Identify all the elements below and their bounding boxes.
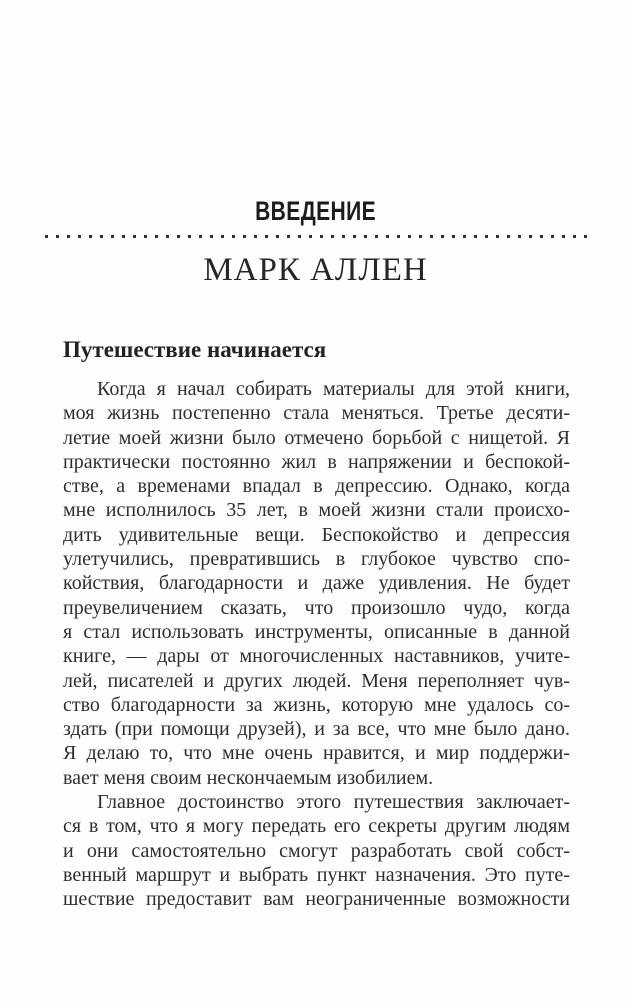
text-line (63, 766, 570, 790)
chapter-kicker-row (0, 196, 631, 227)
text-line (63, 887, 570, 911)
text-line (63, 426, 570, 450)
text-line (63, 620, 570, 644)
text-line-content: лей, писателей и других людей. Меня переполняет чув- (63, 669, 570, 692)
text-line-content: Я делаю то, что мне очень нравится, и мир поддержи- (63, 742, 570, 765)
text-line-content: и они самостоятельно смогут разработать свой собст- (63, 839, 570, 862)
text-line-content: улетучились, превратившись в глубокое чувство спо- (63, 548, 571, 571)
text-line-content: Когда я начал собирать материалы для этой книги, (97, 378, 571, 400)
text-line (63, 741, 570, 765)
text-line (63, 571, 570, 595)
text-line (63, 596, 570, 620)
text-line (63, 693, 570, 717)
text-line (63, 669, 570, 693)
section-heading: Путешествие начинается (63, 337, 327, 362)
text-line (63, 547, 570, 571)
text-line-content: мне исполнилось 35 лет, в моей жизни стали происхо- (63, 499, 570, 522)
chapter-kicker: ВВЕДЕНИЕ (254, 196, 377, 226)
text-line-content: я стал использовать инструменты, описанные в данной (63, 620, 571, 643)
text-line-content: преувеличением сказать, что произошло чудо, когда (63, 596, 570, 619)
text-line-content: койствия, благодарности и даже удивления. Не будет (63, 572, 571, 595)
text-line (63, 790, 570, 814)
text-line-content: шествие предоставит вам неограниченные возможности (63, 888, 571, 911)
text-line-content: летие моей жизни было отмечено борьбой с нищетой. Я (63, 426, 570, 449)
text-line (63, 498, 570, 522)
text-line (63, 863, 570, 887)
author-title: МАРК АЛЛЕН (203, 252, 428, 288)
text-line (63, 377, 570, 401)
text-line-content: вает меня своим нескончаемым изобилием. (63, 766, 434, 789)
text-line (63, 523, 570, 547)
text-line (63, 644, 570, 668)
text-line (63, 717, 570, 741)
text-line-content: ся в том, что я могу передать его секреты другим людям (63, 815, 571, 838)
dotted-divider (45, 235, 592, 238)
text-line-content: моя жизнь постепенно стала меняться. Третье десяти- (63, 402, 571, 425)
text-line-content: дить удивительные вещи. Беспокойство и депрессия (63, 523, 571, 546)
text-line-content: венный маршрут и выбрать пункт назначения. Это путе- (63, 863, 570, 886)
text-line (63, 401, 570, 425)
text-line (63, 450, 570, 474)
text-line-content: практически постоянно жил в напряжении и беспокой- (63, 450, 571, 473)
text-line-content: ство благодарности за жизнь, которую мне удалось со- (63, 693, 571, 716)
text-line-content: книге, — дары от многочисленных наставников, учите- (63, 645, 570, 668)
text-line (63, 474, 570, 498)
body-text (63, 377, 570, 912)
text-line-content: стве, а временами впадал в депрессию. Однако, когда (63, 475, 571, 498)
text-line-content: здать (при помощи друзей), и за все, что мне было дано. (63, 718, 570, 741)
text-line (63, 814, 570, 838)
text-line-content: Главное достоинство этого путешествия заключает- (97, 791, 570, 814)
text-line (63, 839, 570, 863)
